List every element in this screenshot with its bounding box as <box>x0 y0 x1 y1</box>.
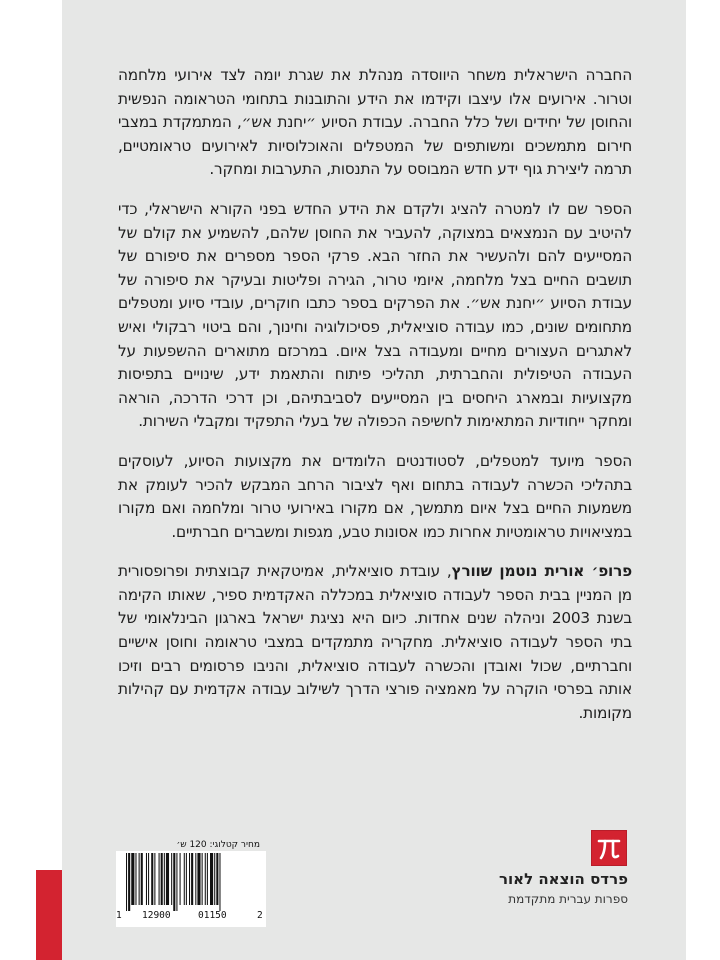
barcode-bar <box>146 853 147 905</box>
barcode-bar <box>159 853 160 905</box>
barcode-bar <box>216 853 218 905</box>
author-bio-text: , עובדת סוציאלית, אמיטקאית קבוצתית ופרופסורית מן המניין בבית הספר לעבודה סוציאלית במכללה האקדמית ספיר, שאותו הקימה בשנת 2003 וניהלה שנים אחדות. כיום היא נציגת ישראל בארגון הבינלאומי של בתי הספר לעבודה סוציאלית. מחקריה מתמקדים במצבי טראומה וחוסן אישיים וחברתיים, שכול ואובדן והכשרה לעבודה סוציאלית, והניבו פרסומים רבים וזיכו אותה בפרסי הוקרה על מאמציה פורצי הדרך לשילוב עבודה אקדמית עם קהילות מקומות. <box>118 562 632 722</box>
barcode-bar <box>166 853 169 905</box>
blurb-paragraph-3: הספר מיועד למטפלים, לסטודנטים הלומדים את מקצועות הסיוע, לעוסקים בתהליכי הכשרה לעבודה בתחום ואף לציבור הרחב המבקש להכיר לעומק את משמעות החיים בצל איום מתמשך, אם מקורו באירועי טרור ומלחמה ואם מקורו במציאויות טראומטיות אחרות כמו אסונות טבע, מגפות ומשברים חברתיים. <box>118 451 632 541</box>
barcode-left-digits: 12900 <box>142 910 171 921</box>
barcode-suffix-digit: 2 <box>257 910 263 921</box>
barcode-right-digits: 01150 <box>198 910 227 921</box>
barcode-bar <box>154 853 155 905</box>
barcode-bar <box>139 853 140 905</box>
barcode-bar <box>176 853 177 911</box>
barcode-bar <box>197 853 200 905</box>
blurb-paragraph-1: החברה הישראלית משחר היווסדה מנהלת את שגרת יומה לצד אירועי מלחמה וטרור. אירועים אלו עיצבו וקידמו את הידע והתובנות בתחומי הטראומה הנפשית והחוסן של יחידים ושל כלל החברה. עבודת הסיוע ״יחנת אש״, המתמקדת במצבי חירום מתמשכים ומשותפים של המטפלים והאוכלוסיות לאירועים טראומטיים, תרמה ליצירת גוף ידע חדש המבוסס על התנסות, התערבות ומחקר. <box>118 66 632 179</box>
red-accent-strip <box>36 870 62 960</box>
barcode-bar <box>173 853 175 911</box>
cover-text-block <box>118 64 632 741</box>
barcode-bar <box>171 853 172 905</box>
barcode-bar <box>135 853 136 905</box>
barcode-bar <box>207 853 208 905</box>
barcode-bar <box>164 853 165 905</box>
barcode-bar <box>151 853 153 905</box>
barcode-bar <box>128 853 130 911</box>
barcode-bar <box>202 853 203 905</box>
barcode-bar <box>205 853 206 905</box>
barcode-bar <box>141 853 143 905</box>
barcode-bar <box>131 853 134 905</box>
author-bio <box>118 560 632 725</box>
barcode-bar <box>161 853 163 905</box>
barcode-bar <box>191 853 193 905</box>
publisher-tagline: ספרות עברית מתקדמת <box>508 892 628 906</box>
barcode-bar <box>195 853 196 905</box>
author-name: פרופ׳ אורית נוטמן שוורץ <box>451 562 632 581</box>
barcode-bar <box>126 853 127 911</box>
publisher-logo <box>591 830 627 866</box>
barcode-bar <box>214 853 215 905</box>
barcode-bar <box>148 853 149 905</box>
barcode-bar <box>219 853 220 911</box>
price-label: מחיר קטלוגי: 120 ש׳ <box>176 840 260 850</box>
barcode-prefix-digit: 1 <box>116 910 122 921</box>
barcode-bar <box>180 853 181 905</box>
publisher-name: פרדס הוצאה לאור <box>498 870 628 888</box>
barcode-bars <box>126 853 256 911</box>
barcode-bar <box>186 853 187 905</box>
barcode <box>116 851 266 927</box>
blurb-paragraph-2: הספר שם לו למטרה להציג ולקדם את הידע החדש בפני הקורא הישראלי, כדי להיטיב עם הנמצאים במצוקה, להעביר את החוסן שלהם, להשמיע את קולם של המסייעים להם ולהעשיר את החזר הבא. פרקי הספר מספרים את סיפורם של תושבים החיים בצל מלחמה, איומי טרור, הגירה ופליטות ובעיקר את סיפורה של עבודת הסיוע ״יחנת אש״. את הפרקים בספר כתבו חוקרים, עובדי סיוע ומטפלים מתחומים שונים, כמו עבודה סוציאלית, פסיכולוגיה וחינוך, והם ביטוי רבקולי ואיש לאתגרים העצורים מחיים ומעבודה בצל איום. במרכזם מתוארים ההשפעות על העבודה הטיפולית והחברתית, תהליכי פיתוח והתאמת ידע, שינויים בתפיסות מקצועיות ובמארג היחסים בין המסייעים לסביבתיהם, וכן דרכי הדרכה, הוראה ומחקר ייחודיות המתאימות לחשיפה הכפולה של בעלי התפקיד ומקבלי השירות. <box>118 199 632 431</box>
barcode-bar <box>210 853 213 905</box>
barcode-bar <box>189 853 190 905</box>
pi-icon <box>592 831 626 865</box>
barcode-bar <box>184 853 185 905</box>
